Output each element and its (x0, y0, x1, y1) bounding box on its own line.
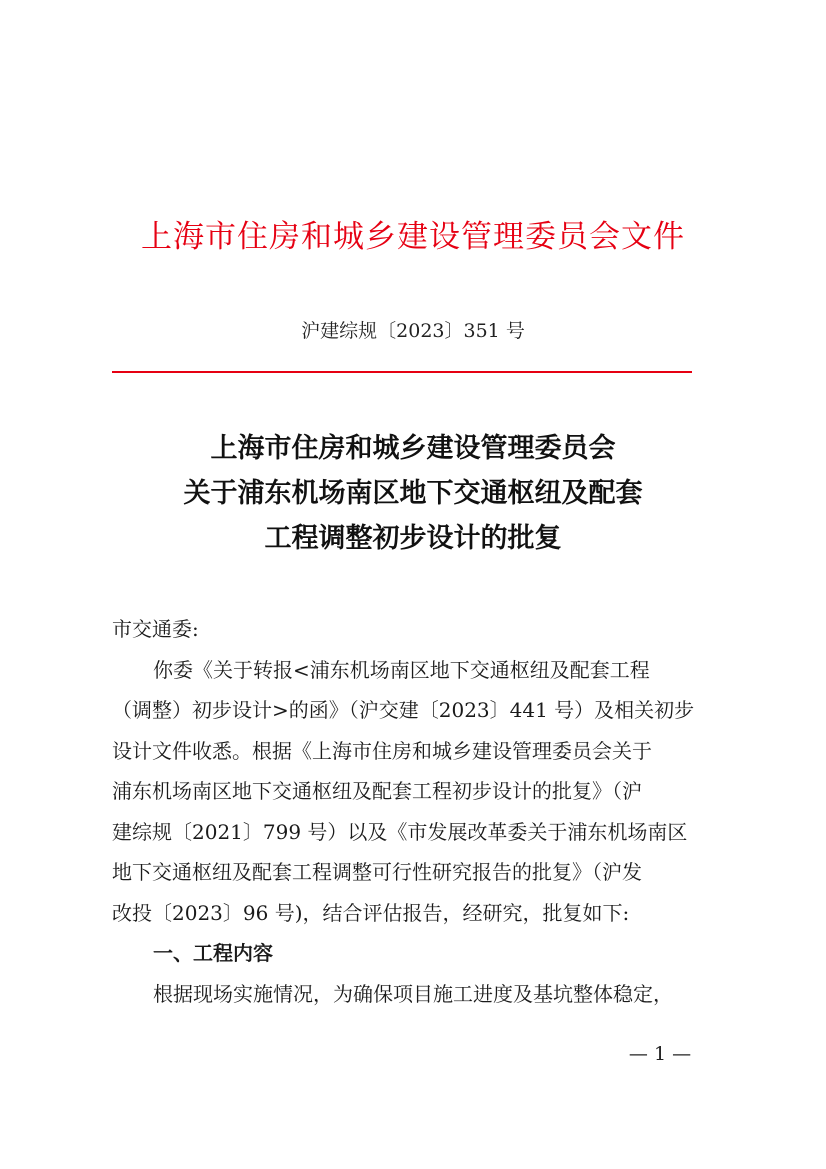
paragraph-1-line-4: 浦东机场南区地下交通枢纽及配套工程初步设计的批复》（沪 (112, 779, 642, 803)
red-divider-rule (112, 371, 692, 373)
paragraph-1-line-1: 你委《关于转报<浦东机场南区地下交通枢纽及配套工程 (153, 657, 650, 682)
paragraph-1-line-6: 地下交通枢纽及配套工程调整可行性研究报告的批复》（沪发 (112, 860, 642, 884)
paragraph-2-line-1: 根据现场实施情况，为确保项目施工进度及基坑整体稳定， (153, 981, 673, 1006)
paragraph-1 (112, 650, 722, 934)
paragraph-1-line-2: （调整）初步设计>的函》（沪交建〔2023〕441 号）及相关初步 (112, 698, 695, 722)
document-body (112, 609, 722, 1014)
document-title (0, 426, 826, 561)
title-line-1: 上海市住房和城乡建设管理委员会 (210, 433, 616, 464)
paragraph-1-line-5: 建综规〔2021〕799 号）以及《市发展改革委关于浦东机场南区 (112, 819, 688, 844)
title-line-2: 关于浦东机场南区地下交通枢纽及配套 (183, 478, 643, 509)
section-heading-1: 一、工程内容 (153, 941, 273, 965)
document-number: 沪建综规〔2023〕351 号 (301, 320, 525, 342)
page-number: — 1 — (628, 1043, 692, 1065)
salutation: 市交通委: (112, 617, 199, 641)
title-line-3: 工程调整初步设计的批复 (264, 523, 562, 554)
paragraph-1-line-7: 改投〔2023〕96 号)，结合评估报告，经研究，批复如下: (112, 900, 630, 925)
issuer-title: 上海市住房和城乡建设管理委员会文件 (141, 219, 685, 255)
paragraph-1-line-3: 设计文件收悉。根据《上海市住房和城乡建设管理委员会关于 (112, 738, 652, 763)
